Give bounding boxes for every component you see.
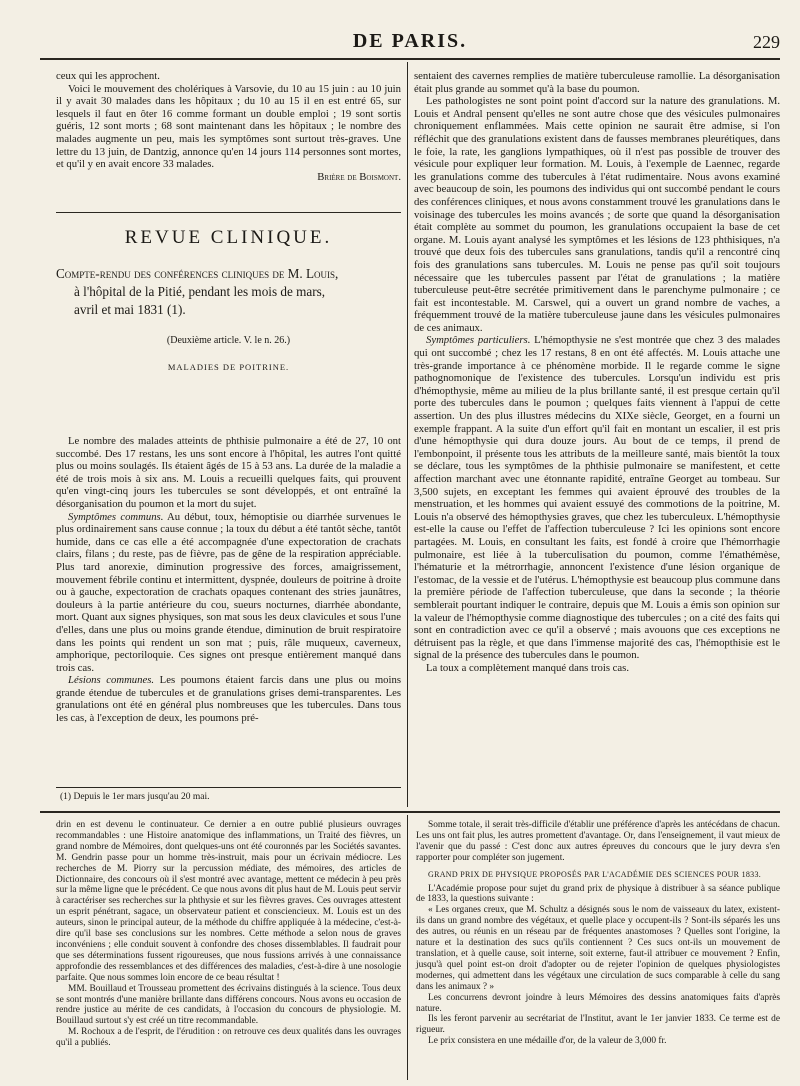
paragraph: Somme totale, il serait très-difficile d'établir une préférence d'après les antécédans de chacun. Les uns ont fait plus, les autres promettent d'avantage. Or, dans l'enseignement, il vaut mieux de l'avenir que du passé : C'est donc aux autres épreuves du concours que le jury devra s'en rapporter pour compléter son jugement.	[416, 820, 780, 863]
page-header	[40, 30, 780, 52]
footnote: (1) Depuis le 1er mars jusqu'au 20 mai.	[60, 792, 210, 802]
prize-heading: GRAND PRIX DE PHYSIQUE PROPOSÉS PAR L'ACADÉMIE DES SCIENCES POUR 1833.	[428, 869, 762, 879]
paragraph	[414, 334, 780, 661]
bottom-column-divider	[407, 815, 408, 1080]
column-divider	[407, 62, 408, 807]
paragraph: « Les organes creux, que M. Schultz a désignés sous le nom de vaisseaux du latex, existent-ils dans un grand nombre des végétaux, et quelle place y occupent-ils ? Sont-ils séparés les uns des autres, ou réunis en un réseau par de fréquentes anastomoses ? Quelles sont l'origine, la nature et la destination des sucs qu'ils contiennent ? Ces sucs ont-ils un mouvement de translation, et à quelle cause, soit interne, soit externe, faut-il attribuer ce mouvement ? Enfin, jusqu'à quel point est-on droit d'adopter ou de rejeter l'opinion de quelques physiologistes modernes, qui admettent dans les végétaux une circulation de sucs comparable à celle du sang dans les animaux ? »	[416, 905, 780, 992]
footnote-rule	[56, 787, 401, 788]
bottom-section-rule	[40, 811, 780, 813]
bottom-right-column	[416, 820, 780, 1047]
paragraph-label: Symptômes communs.	[68, 510, 164, 523]
paragraph-label: Symptômes particuliers.	[426, 334, 531, 347]
paragraph: Les concurrens devront joindre à leurs Mémoires des dessins anatomiques faits d'après nature.	[416, 992, 780, 1014]
article-note: (Deuxième article. V. le n. 26.)	[166, 334, 291, 346]
paragraph: ceux qui les approchent.	[56, 70, 160, 82]
paragraph: Le prix consistera en une médaille d'or, de la valeur de 3,000 fr.	[428, 1036, 667, 1047]
revue-section	[56, 227, 401, 392]
paragraph: Les pathologistes ne sont point point d'accord sur la nature des granulations. M. Louis et Andral pensent qu'elles ne sont autre chose que des vésicules pulmonaires chroniquement enflammées. Mais cette opinion ne saurait être admise, si l'on réfléchit que des granulations existent dans de fausses membranes pleurétiques, dans le foie, la rate, les ganglions lympathiques, où il n'est pas possible de trouver des vésicule pour expliquer leur formation. M. Louis, à l'exemple de Laennec, regarde les granulations comme des tubercules à l'état rudimentaire. Nous avons examiné avec beaucoup de soin, les poumons des individus qui ont succombé pendant le cours des conférences cliniques, et nous avons constamment trouvé les granulations dans le voisinage des tubercules les moins avancés ; de sorte que quand la désorganisation était complète au sommet du poumon, les granulations occupaient la base de cet organe. M. Louis ayant analysé les symptômes et les lésions de 123 phthisiques, n'a trouvé que deux fois des tubercules sans granulations, tandis qu'il a rencontré cinq fois des granulations sans tubercules. M. Louis ne pense pas qu'il soit toujours nécessaire que les tubercules passent par l'état de granulations ; la matière tuberculeuse peut-être secrétée primitivement dans le parenchyme pulmonaire ; ce fait est incontestable. M. Carswel, qui a ouvert un grand nombre de vaches, a fréquemment trouvé de la matière tuberculeuse jaune dans les vésicules pulmonaires de ces animaux.	[414, 95, 780, 334]
paragraph	[56, 511, 401, 675]
page-number: 229	[753, 32, 780, 52]
running-title: DE PARIS.	[352, 30, 468, 52]
header-rule	[40, 58, 780, 60]
subsection-heading: MALADIES DE POITRINE.	[167, 362, 290, 373]
left-column-top	[56, 70, 401, 183]
section-divider	[56, 212, 401, 213]
heading-line: à l'hôpital de la Pitié, pendant les mois de mars,	[74, 283, 326, 299]
paragraph: drin en est devenu le continuateur. Ce dernier a en outre publié plusieurs ouvrages recommandables : une Histoire anatomique des inflammations, un Traité des fièvres, un grand nombre de Mémoires, dont quelques-uns ont été couronnés par les Sociétés savantes. M. Gendrin passe pour un homme très-instruit, mais pour un écrivain médiocre. Les recherches de M. Piorry sur la percussion médiate, des mémoires, des articles de Dictionnaire, des concours où il s'est montré avec avantage, mettent ce médecin à peu près sur la même ligne que le précédent. Ce que nous avons dit plus haut de M. Louis peut servir à caractériser ses recherches sur la phthysie et sur les fièvres graves. Ces ouvrages attestent un esprit pénétrant, sagace, un observateur patient et consciencieux. M. Louis est un des auteurs, sinon le principal auteur, de la méthode du chiffre appliquée à la médecine, c'est-à-dire qu'il base ses conclusions sur les nombres. Cette méthode a selon nous de graves inconvéniens ; elle conduit souvent à confondre des choses dissemblables. Il faudrait pour que ses déterminations fussent rigoureuses, que nous fussions arrivés à une connaissance approfondie des ressemblances et des différences des maladies, c'est-à-dire à une nosologie parfaite. Que nous sommes loin encore de ce beau résultat !	[56, 820, 401, 983]
paragraph: Le nombre des malades atteints de phthisie pulmonaire a été de 27, 10 ont succombé. Des 17 restans, les uns sont encore à l'hôpital, les autres l'ont quitté plus ou moins soulagés. Ils étaient âgés de 15 à 53 ans. La durée de la maladie a été de trois mois à six ans. M. Louis a recueilli quelques faits, qui prouvent qu'en vingt-cinq jours les tubercules se sont développés, et ont entraîné la désorganisation du poumon et la mort du sujet.	[56, 435, 401, 510]
paragraph	[56, 674, 401, 724]
right-column	[414, 70, 780, 675]
paragraph: M. Rochoux a de l'esprit, de l'érudition : on retrouve ces deux qualités dans les ouvrages qu'il a publiés.	[56, 1027, 401, 1049]
paragraph: L'Académie propose pour sujet du grand prix de physique à distribuer à sa séance publique de 1833, la questions suivante :	[416, 883, 780, 905]
paragraph: Voici le mouvement des cholériques à Varsovie, du 10 au 15 juin : au 10 juin il y avait 30 malades dans les hôpitaux ; du 10 au 15 il en est entré 65, sur lesquels il faut en ôter 16 comme formant un double emploi ; 19 sont sortis guéris, 12 sont morts ; 68 sont maintenant dans les hôpitaux ; le nombre des malades augmente un peu, mais les symptômes sont surtout très-graves. Une lettre du 13 juin, de Dantzig, annonce qu'en 14 jours 114 personnes sont mortes, et qu'il y en avait encore 33 malades.	[56, 82, 401, 171]
paragraph: La toux a complètement manqué dans trois cas.	[426, 661, 629, 674]
paragraph: sentaient des cavernes remplies de matière tuberculeuse ramollie. La désorganisation était plus grande au sommet qu'à la base du poumon.	[414, 70, 780, 95]
paragraph: MM. Bouillaud et Trousseau promettent des écrivains distingués à la science. Tous deux se sont montrés d'une manière brillante dans différens concours. Nous avons eu occasion de rendre justice au mérite de ces candidats, à l'occasion du concours de physiologie. M. Bouillaud surtout s'y est créé un titre recommandable.	[56, 983, 401, 1027]
paragraph-text: Les poumons étaient farcis dans une plus ou moins grande étendue de tubercules et de granulations grises demi-transparentes. Les granulations ont été en général plus nombreuses que les tubercules. Dans tous les cas, à l'exception de deux, les poumons pré-	[56, 674, 401, 725]
left-column-body	[56, 435, 401, 725]
paragraph-text: L'hémopthysie ne s'est montrée que chez 3 des malades qui ont succombé ; chez les 17 restans, 8 en ont été affectés. M. Louis attache une très-grande importance à ce phénomène morbide. Il le regarde comme le signe pathognomonique de l'existence des tubercules. Lorsqu'un individu est pris d'hémopthysie, même au milieu de la plus brillante santé, il est presque certain qu'il porte des tubercules dans le poumon ; quelques faits viennent à l'appui de cette assertion. Un des plus illustres médecins du XIXe siècle, Georget, en a fourni un exemple frappant. A la suite d'un effort qu'il fait en montant un escalier, il est pris d'une hémopthysie qui dura douze jours. Au bout de ce temps, il prend de l'embonpoint, il présente tous les attributs de la meilleure santé, mais bientôt la toux se déclare, tous les symptômes de la phthisie pulmonaire se manifestent, et cette affection marchant avec une étonnante rapidité, entraîne Georget au tombeau. Sur 3,500 sujets, en exceptant les femmes qui avaient éprouvé des troubles de la menstruation, et les hommes qui avaient essuyé des commotions de la poitrine, M. Louis n'a observé des hémopthysies graves, que chez les tuberculeux. L'hémopthysie est-elle la cause ou l'effet de l'affection tuberculeuse ? Ici les opinions sont encore partagées. M. Louis, en consultant les faits, est fondé à croire que l'hémorrhagie pulmonaire, est liée à la tuberculisation du poumon, comme l'émathémèse, l'hématurie et la métrorrhagie, annoncent l'existence d'une lésion organique de l'estomac, de la vessie et de l'utérus. L'hémopthysie est beaucoup plus commune dans la première période de l'affection tuberculeuse, que dans la seconde ; la théorie semblerait pourtant indiquer le contraire, depuis que M. Louis a émis son opinion sur la valeur de l'hémopthysie comme diagnostique des tubercules ; on a cité des faits qui sont en contradiction avec ce qu'il a observé ; mais avouons que ces exceptions ne détruisent pas la règle, et que dans l'immense majorité des cas, l'hémopthisie est le signal de la présence des tubercules dans le poumon.	[414, 334, 780, 662]
paragraph: Ils les feront parvenir au secrétariat de l'Institut, avant le 1er janvier 1833. Ce terme est de rigueur.	[416, 1014, 780, 1036]
signature: Brière de Boismont.	[317, 170, 401, 183]
heading-line: avril et mai 1831 (1).	[74, 301, 186, 317]
paragraph-text: Au début, toux, hémoptisie ou diarrhée survenues le plus ordinairement sans cause connue ; la toux du début a été tantôt sèche, tantôt humide, dans ce cas elle a été accompagnée d'une expectoration de crachats clairs, filans ; du reste, pas de fièvre, pas de gêne de la respiration appréciable. Plus tard anorexie, diminution progressive des forces, amaigrissement, mouvement fébrile continu et intermittent, dyspnée, douleurs de poitrine à droite ou à gauche, expectoration de crachats opaques contenant des stries jaunâtres, douleurs à la partie antérieure du cou, sueurs nocturnes, diarrhée abondante, mort. Quant aux signes physiques, son mat sous les deux clavicules et sous l'une d'elles, dans une plus ou moins grande étendue, diminution de bruit respiratoire dans les points qui rendent un son mat ; puis, râle muqueux, caverneux, amphorique, pectoriloquie. Ces signes ont presque entièrement manqué dans trois cas.	[56, 510, 401, 674]
paragraph-label: Lésions communes.	[68, 674, 155, 687]
bottom-left-column	[56, 820, 401, 1049]
heading-line: Compte-rendu des conférences cliniques de M. Louis,	[56, 265, 339, 281]
compte-rendu-heading	[56, 265, 401, 319]
section-title: REVUE CLINIQUE.	[124, 227, 333, 248]
